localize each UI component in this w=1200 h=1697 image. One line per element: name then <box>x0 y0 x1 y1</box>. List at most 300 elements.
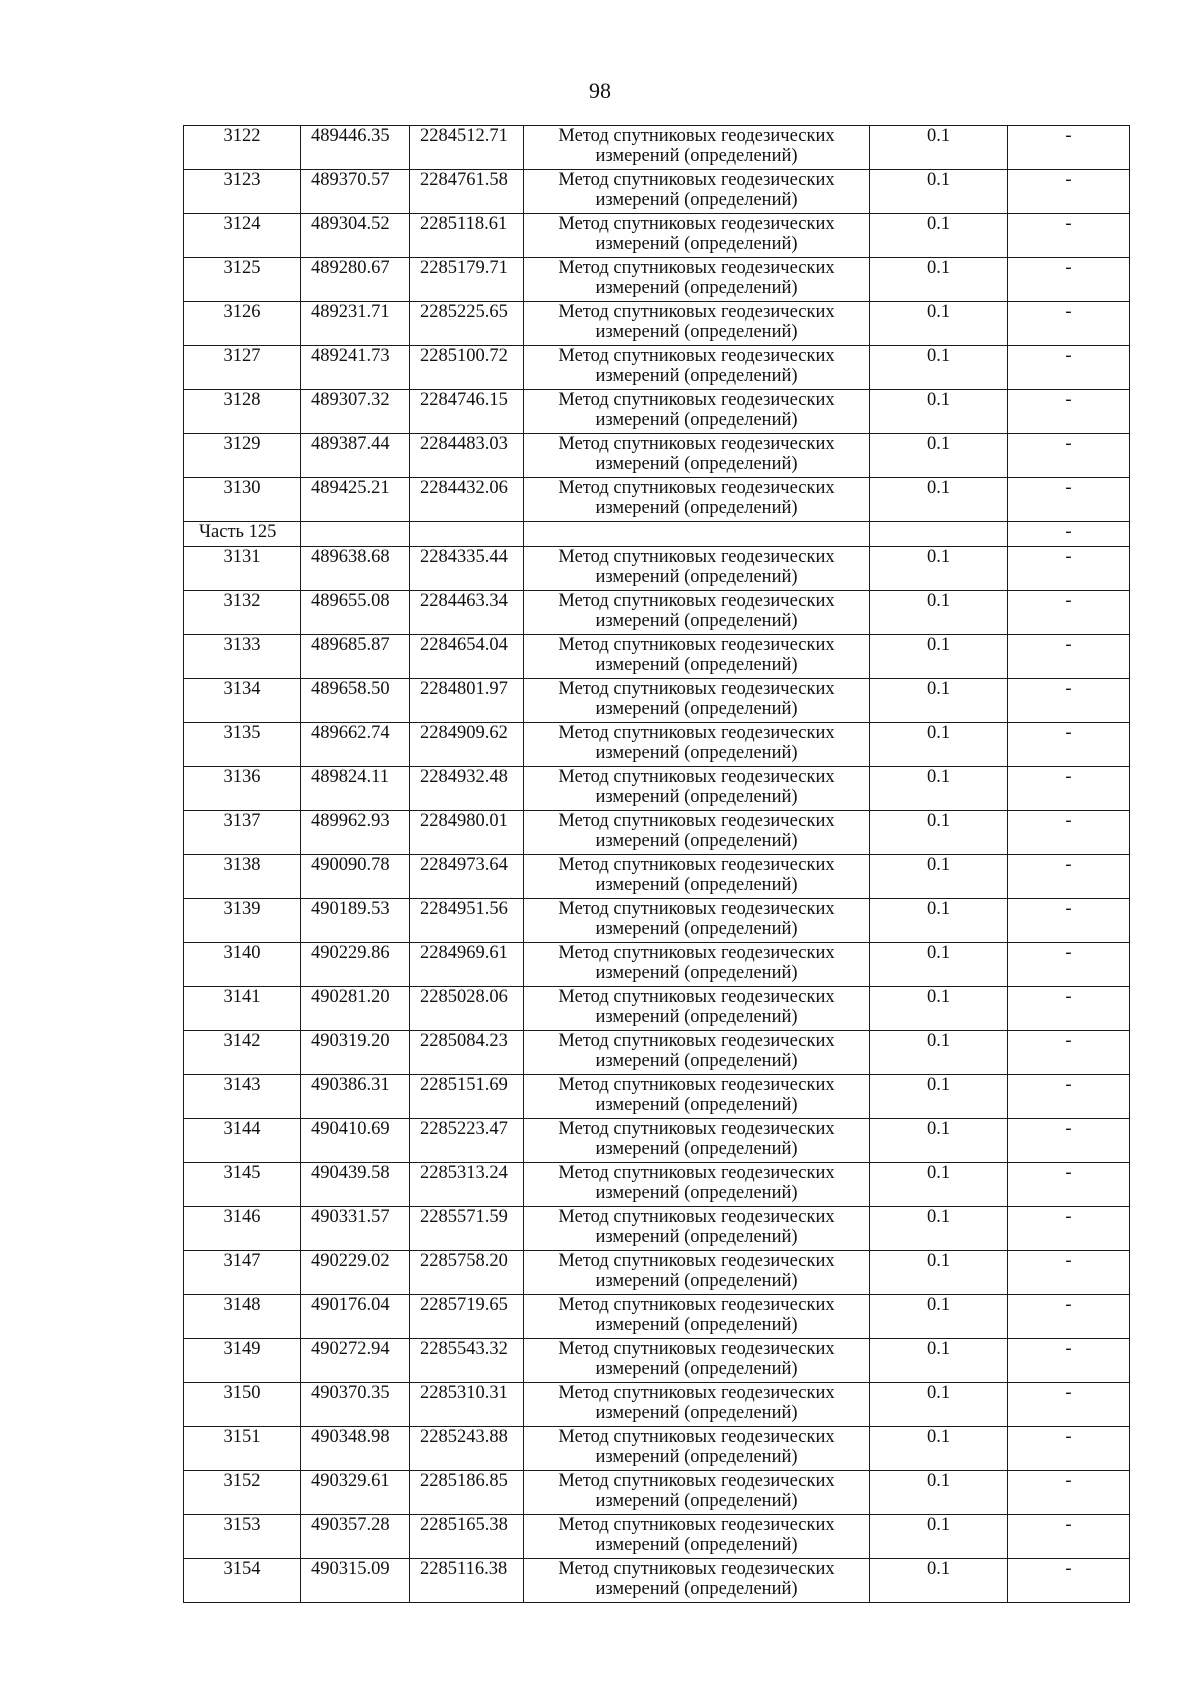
x-coordinate-cell: 490090.78 <box>301 855 410 899</box>
point-number-cell: 3142 <box>184 1031 301 1075</box>
accuracy-cell: 0.1 <box>870 1119 1008 1163</box>
y-coordinate-cell: 2285151.69 <box>410 1075 524 1119</box>
method-line-2: измерений (определений) <box>595 1535 798 1555</box>
point-number-cell: 3133 <box>184 635 301 679</box>
method-line-1: Метод спутниковых геодезических <box>558 1383 835 1403</box>
method-cell <box>524 478 870 522</box>
method-line-1: Метод спутниковых геодезических <box>558 547 835 567</box>
method-line-2: измерений (определений) <box>595 1095 798 1115</box>
method-line-2: измерений (определений) <box>595 234 798 254</box>
table-row <box>184 1251 1130 1295</box>
table-row <box>184 943 1130 987</box>
coordinates-table <box>183 125 1130 1603</box>
method-cell <box>524 1515 870 1559</box>
dash-cell: - <box>1008 1471 1130 1515</box>
point-number-cell: 3130 <box>184 478 301 522</box>
method-line-1: Метод спутниковых геодезических <box>558 855 835 875</box>
x-coordinate-cell: 490331.57 <box>301 1207 410 1251</box>
method-cell <box>524 346 870 390</box>
y-coordinate-cell: 2285571.59 <box>410 1207 524 1251</box>
table-row <box>184 434 1130 478</box>
method-line-2: измерений (определений) <box>595 611 798 631</box>
method-line-1: Метод спутниковых геодезических <box>558 1559 835 1579</box>
accuracy-cell: 0.1 <box>870 214 1008 258</box>
dash-cell: - <box>1008 591 1130 635</box>
y-coordinate-cell: 2284654.04 <box>410 635 524 679</box>
point-number-cell: 3129 <box>184 434 301 478</box>
y-coordinate-cell: 2285758.20 <box>410 1251 524 1295</box>
method-line-1: Метод спутниковых геодезических <box>558 811 835 831</box>
table-row <box>184 591 1130 635</box>
accuracy-cell: 0.1 <box>870 811 1008 855</box>
x-coordinate-cell: 489307.32 <box>301 390 410 434</box>
point-number-cell: 3149 <box>184 1339 301 1383</box>
method-cell <box>524 591 870 635</box>
accuracy-cell: 0.1 <box>870 987 1008 1031</box>
point-number-cell: 3151 <box>184 1427 301 1471</box>
dash-cell: - <box>1008 390 1130 434</box>
method-line-1: Метод спутниковых геодезических <box>558 767 835 787</box>
dash-cell: - <box>1008 855 1130 899</box>
table-row <box>184 1207 1130 1251</box>
x-coordinate-cell: 489446.35 <box>301 126 410 170</box>
table-row <box>184 767 1130 811</box>
method-line-1: Метод спутниковых геодезических <box>558 987 835 1007</box>
method-cell <box>524 126 870 170</box>
point-number-cell: 3146 <box>184 1207 301 1251</box>
dash-cell: - <box>1008 547 1130 591</box>
empty-cell <box>524 522 870 547</box>
method-cell <box>524 1031 870 1075</box>
method-line-2: измерений (определений) <box>595 498 798 518</box>
method-cell <box>524 855 870 899</box>
y-coordinate-cell: 2285225.65 <box>410 302 524 346</box>
dash-cell: - <box>1008 635 1130 679</box>
dash-cell: - <box>1008 170 1130 214</box>
table-row <box>184 1383 1130 1427</box>
method-line-1: Метод спутниковых геодезических <box>558 1339 835 1359</box>
dash-cell: - <box>1008 302 1130 346</box>
accuracy-cell: 0.1 <box>870 126 1008 170</box>
empty-cell <box>301 522 410 547</box>
table-row <box>184 390 1130 434</box>
accuracy-cell: 0.1 <box>870 346 1008 390</box>
x-coordinate-cell: 490189.53 <box>301 899 410 943</box>
y-coordinate-cell: 2285313.24 <box>410 1163 524 1207</box>
dash-cell: - <box>1008 1383 1130 1427</box>
method-line-2: измерений (определений) <box>595 875 798 895</box>
y-coordinate-cell: 2285118.61 <box>410 214 524 258</box>
method-cell <box>524 767 870 811</box>
x-coordinate-cell: 489387.44 <box>301 434 410 478</box>
accuracy-cell: 0.1 <box>870 1163 1008 1207</box>
point-number-cell: 3122 <box>184 126 301 170</box>
method-cell <box>524 943 870 987</box>
table-row <box>184 679 1130 723</box>
accuracy-cell: 0.1 <box>870 1339 1008 1383</box>
accuracy-cell: 0.1 <box>870 1559 1008 1603</box>
method-line-2: измерений (определений) <box>595 1491 798 1511</box>
accuracy-cell: 0.1 <box>870 1295 1008 1339</box>
method-line-2: измерений (определений) <box>595 831 798 851</box>
point-number-cell: 3150 <box>184 1383 301 1427</box>
x-coordinate-cell: 489658.50 <box>301 679 410 723</box>
dash-cell: - <box>1008 434 1130 478</box>
table-row <box>184 855 1130 899</box>
accuracy-cell: 0.1 <box>870 390 1008 434</box>
method-line-1: Метод спутниковых геодезических <box>558 723 835 743</box>
x-coordinate-cell: 490348.98 <box>301 1427 410 1471</box>
method-line-2: измерений (определений) <box>595 567 798 587</box>
method-line-1: Метод спутниковых геодезических <box>558 635 835 655</box>
method-cell <box>524 723 870 767</box>
x-coordinate-cell: 490272.94 <box>301 1339 410 1383</box>
y-coordinate-cell: 2284432.06 <box>410 478 524 522</box>
x-coordinate-cell: 489824.11 <box>301 767 410 811</box>
y-coordinate-cell: 2285310.31 <box>410 1383 524 1427</box>
accuracy-cell: 0.1 <box>870 855 1008 899</box>
accuracy-cell: 0.1 <box>870 943 1008 987</box>
method-line-1: Метод спутниковых геодезических <box>558 170 835 190</box>
method-line-1: Метод спутниковых геодезических <box>558 1207 835 1227</box>
y-coordinate-cell: 2284969.61 <box>410 943 524 987</box>
table-row <box>184 214 1130 258</box>
table-row <box>184 1031 1130 1075</box>
x-coordinate-cell: 490370.35 <box>301 1383 410 1427</box>
dash-cell: - <box>1008 1119 1130 1163</box>
table-row <box>184 635 1130 679</box>
table-row <box>184 987 1130 1031</box>
x-coordinate-cell: 489425.21 <box>301 478 410 522</box>
y-coordinate-cell: 2285165.38 <box>410 1515 524 1559</box>
page-number: 98 <box>589 78 611 103</box>
table-row <box>184 258 1130 302</box>
empty-cell <box>870 522 1008 547</box>
x-coordinate-cell: 490357.28 <box>301 1515 410 1559</box>
y-coordinate-cell: 2285028.06 <box>410 987 524 1031</box>
method-line-2: измерений (определений) <box>595 1359 798 1379</box>
method-line-2: измерений (определений) <box>595 699 798 719</box>
method-line-1: Метод спутниковых геодезических <box>558 1471 835 1491</box>
y-coordinate-cell: 2284746.15 <box>410 390 524 434</box>
dash-cell: - <box>1008 767 1130 811</box>
method-line-2: измерений (определений) <box>595 1051 798 1071</box>
table-row <box>184 346 1130 390</box>
accuracy-cell: 0.1 <box>870 1207 1008 1251</box>
method-cell <box>524 258 870 302</box>
dash-cell: - <box>1008 346 1130 390</box>
dash-cell: - <box>1008 1339 1130 1383</box>
table-row <box>184 1075 1130 1119</box>
point-number-cell: 3127 <box>184 346 301 390</box>
method-cell <box>524 1295 870 1339</box>
dash-cell: - <box>1008 1031 1130 1075</box>
point-number-cell: 3135 <box>184 723 301 767</box>
table-row <box>184 170 1130 214</box>
y-coordinate-cell: 2284973.64 <box>410 855 524 899</box>
dash-cell: - <box>1008 943 1130 987</box>
method-cell <box>524 1383 870 1427</box>
y-coordinate-cell: 2285543.32 <box>410 1339 524 1383</box>
table-row <box>184 1163 1130 1207</box>
dash-cell: - <box>1008 1427 1130 1471</box>
method-line-1: Метод спутниковых геодезических <box>558 1119 835 1139</box>
method-line-1: Метод спутниковых геодезических <box>558 1031 835 1051</box>
dash-cell: - <box>1008 811 1130 855</box>
dash-cell: - <box>1008 214 1130 258</box>
method-cell <box>524 547 870 591</box>
accuracy-cell: 0.1 <box>870 478 1008 522</box>
point-number-cell: 3152 <box>184 1471 301 1515</box>
x-coordinate-cell: 490410.69 <box>301 1119 410 1163</box>
method-line-2: измерений (определений) <box>595 410 798 430</box>
dash-cell: - <box>1008 723 1130 767</box>
method-cell <box>524 899 870 943</box>
method-line-2: измерений (определений) <box>595 190 798 210</box>
dash-cell: - <box>1008 1207 1130 1251</box>
point-number-cell: 3125 <box>184 258 301 302</box>
method-line-1: Метод спутниковых геодезических <box>558 258 835 278</box>
point-number-cell: 3128 <box>184 390 301 434</box>
method-line-1: Метод спутниковых геодезических <box>558 434 835 454</box>
x-coordinate-cell: 490281.20 <box>301 987 410 1031</box>
method-line-2: измерений (определений) <box>595 1579 798 1599</box>
method-line-2: измерений (определений) <box>595 743 798 763</box>
y-coordinate-cell: 2284932.48 <box>410 767 524 811</box>
method-line-2: измерений (определений) <box>595 322 798 342</box>
dash-cell: - <box>1008 1163 1130 1207</box>
method-cell <box>524 214 870 258</box>
method-line-2: измерений (определений) <box>595 146 798 166</box>
point-number-cell: 3139 <box>184 899 301 943</box>
method-line-2: измерений (определений) <box>595 655 798 675</box>
method-line-2: измерений (определений) <box>595 1183 798 1203</box>
table-row <box>184 811 1130 855</box>
method-cell <box>524 811 870 855</box>
y-coordinate-cell: 2284512.71 <box>410 126 524 170</box>
y-coordinate-cell: 2284801.97 <box>410 679 524 723</box>
point-number-cell: 3147 <box>184 1251 301 1295</box>
dash-cell: - <box>1008 679 1130 723</box>
point-number-cell: 3138 <box>184 855 301 899</box>
x-coordinate-cell: 490176.04 <box>301 1295 410 1339</box>
dash-cell: - <box>1008 478 1130 522</box>
method-cell <box>524 1471 870 1515</box>
table-row <box>184 547 1130 591</box>
x-coordinate-cell: 490229.86 <box>301 943 410 987</box>
method-cell <box>524 635 870 679</box>
method-line-2: измерений (определений) <box>595 366 798 386</box>
point-number-cell: 3140 <box>184 943 301 987</box>
method-line-2: измерений (определений) <box>595 278 798 298</box>
x-coordinate-cell: 490329.61 <box>301 1471 410 1515</box>
method-line-1: Метод спутниковых геодезических <box>558 591 835 611</box>
dash-cell: - <box>1008 1075 1130 1119</box>
point-number-cell: 3137 <box>184 811 301 855</box>
point-number-cell: 3126 <box>184 302 301 346</box>
y-coordinate-cell: 2284951.56 <box>410 899 524 943</box>
method-line-2: измерений (определений) <box>595 963 798 983</box>
table-row <box>184 1471 1130 1515</box>
accuracy-cell: 0.1 <box>870 302 1008 346</box>
y-coordinate-cell: 2285116.38 <box>410 1559 524 1603</box>
dash-cell: - <box>1008 1559 1130 1603</box>
y-coordinate-cell: 2284463.34 <box>410 591 524 635</box>
coordinates-table-body <box>184 126 1130 1603</box>
method-line-2: измерений (определений) <box>595 454 798 474</box>
point-number-cell: 3143 <box>184 1075 301 1119</box>
accuracy-cell: 0.1 <box>870 434 1008 478</box>
x-coordinate-cell: 489638.68 <box>301 547 410 591</box>
method-line-1: Метод спутниковых геодезических <box>558 390 835 410</box>
method-line-1: Метод спутниковых геодезических <box>558 478 835 498</box>
accuracy-cell: 0.1 <box>870 1031 1008 1075</box>
method-line-2: измерений (определений) <box>595 1271 798 1291</box>
y-coordinate-cell: 2284761.58 <box>410 170 524 214</box>
method-cell <box>524 987 870 1031</box>
method-line-1: Метод спутниковых геодезических <box>558 1075 835 1095</box>
method-line-1: Метод спутниковых геодезических <box>558 679 835 699</box>
y-coordinate-cell: 2285084.23 <box>410 1031 524 1075</box>
x-coordinate-cell: 490229.02 <box>301 1251 410 1295</box>
method-line-1: Метод спутниковых геодезических <box>558 214 835 234</box>
empty-cell <box>410 522 524 547</box>
method-line-2: измерений (определений) <box>595 1315 798 1335</box>
y-coordinate-cell: 2284980.01 <box>410 811 524 855</box>
accuracy-cell: 0.1 <box>870 767 1008 811</box>
method-line-1: Метод спутниковых геодезических <box>558 302 835 322</box>
y-coordinate-cell: 2285100.72 <box>410 346 524 390</box>
method-cell <box>524 1339 870 1383</box>
accuracy-cell: 0.1 <box>870 1427 1008 1471</box>
x-coordinate-cell: 489304.52 <box>301 214 410 258</box>
y-coordinate-cell: 2285719.65 <box>410 1295 524 1339</box>
accuracy-cell: 0.1 <box>870 679 1008 723</box>
y-coordinate-cell: 2284335.44 <box>410 547 524 591</box>
x-coordinate-cell: 489962.93 <box>301 811 410 855</box>
accuracy-cell: 0.1 <box>870 1075 1008 1119</box>
method-cell <box>524 1427 870 1471</box>
dash-cell: - <box>1008 1515 1130 1559</box>
dash-cell: - <box>1008 987 1130 1031</box>
point-number-cell: 3131 <box>184 547 301 591</box>
x-coordinate-cell: 490319.20 <box>301 1031 410 1075</box>
y-coordinate-cell: 2285186.85 <box>410 1471 524 1515</box>
method-line-2: измерений (определений) <box>595 1227 798 1247</box>
method-line-1: Метод спутниковых геодезических <box>558 1163 835 1183</box>
point-number-cell: 3123 <box>184 170 301 214</box>
part-label: Часть 125 <box>184 522 301 547</box>
y-coordinate-cell: 2285223.47 <box>410 1119 524 1163</box>
accuracy-cell: 0.1 <box>870 170 1008 214</box>
method-line-1: Метод спутниковых геодезических <box>558 346 835 366</box>
accuracy-cell: 0.1 <box>870 635 1008 679</box>
point-number-cell: 3144 <box>184 1119 301 1163</box>
dash-cell: - <box>1008 1295 1130 1339</box>
point-number-cell: 3134 <box>184 679 301 723</box>
method-line-1: Метод спутниковых геодезических <box>558 899 835 919</box>
method-line-2: измерений (определений) <box>595 787 798 807</box>
x-coordinate-cell: 489231.71 <box>301 302 410 346</box>
part-header-row <box>184 522 1130 547</box>
method-cell <box>524 1207 870 1251</box>
x-coordinate-cell: 489370.57 <box>301 170 410 214</box>
x-coordinate-cell: 490386.31 <box>301 1075 410 1119</box>
table-row <box>184 1119 1130 1163</box>
accuracy-cell: 0.1 <box>870 258 1008 302</box>
dash-cell: - <box>1008 1251 1130 1295</box>
method-cell <box>524 1251 870 1295</box>
method-cell <box>524 679 870 723</box>
table-row <box>184 1559 1130 1603</box>
method-line-2: измерений (определений) <box>595 1447 798 1467</box>
table-row <box>184 302 1130 346</box>
table-row <box>184 723 1130 767</box>
x-coordinate-cell: 490439.58 <box>301 1163 410 1207</box>
method-cell <box>524 1119 870 1163</box>
y-coordinate-cell: 2285243.88 <box>410 1427 524 1471</box>
method-line-1: Метод спутниковых геодезических <box>558 1251 835 1271</box>
method-line-1: Метод спутниковых геодезических <box>558 1427 835 1447</box>
point-number-cell: 3141 <box>184 987 301 1031</box>
y-coordinate-cell: 2284909.62 <box>410 723 524 767</box>
method-line-1: Метод спутниковых геодезических <box>558 1515 835 1535</box>
table-row <box>184 899 1130 943</box>
point-number-cell: 3132 <box>184 591 301 635</box>
table-row <box>184 126 1130 170</box>
method-line-1: Метод спутниковых геодезических <box>558 943 835 963</box>
method-cell <box>524 390 870 434</box>
x-coordinate-cell: 489655.08 <box>301 591 410 635</box>
table-row <box>184 1339 1130 1383</box>
x-coordinate-cell: 489280.67 <box>301 258 410 302</box>
table-row <box>184 1515 1130 1559</box>
method-cell <box>524 302 870 346</box>
point-number-cell: 3124 <box>184 214 301 258</box>
accuracy-cell: 0.1 <box>870 1251 1008 1295</box>
x-coordinate-cell: 489662.74 <box>301 723 410 767</box>
accuracy-cell: 0.1 <box>870 1471 1008 1515</box>
method-line-1: Метод спутниковых геодезических <box>558 1295 835 1315</box>
point-number-cell: 3154 <box>184 1559 301 1603</box>
x-coordinate-cell: 489685.87 <box>301 635 410 679</box>
method-cell <box>524 1075 870 1119</box>
method-line-2: измерений (определений) <box>595 1007 798 1027</box>
method-line-2: измерений (определений) <box>595 1139 798 1159</box>
accuracy-cell: 0.1 <box>870 899 1008 943</box>
point-number-cell: 3136 <box>184 767 301 811</box>
method-line-1: Метод спутниковых геодезических <box>558 126 835 146</box>
accuracy-cell: 0.1 <box>870 1383 1008 1427</box>
point-number-cell: 3153 <box>184 1515 301 1559</box>
table-row <box>184 478 1130 522</box>
method-cell <box>524 1559 870 1603</box>
method-cell <box>524 434 870 478</box>
point-number-cell: 3148 <box>184 1295 301 1339</box>
y-coordinate-cell: 2285179.71 <box>410 258 524 302</box>
method-line-2: измерений (определений) <box>595 919 798 939</box>
accuracy-cell: 0.1 <box>870 591 1008 635</box>
dash-cell: - <box>1008 899 1130 943</box>
dash-cell: - <box>1008 258 1130 302</box>
method-cell <box>524 1163 870 1207</box>
accuracy-cell: 0.1 <box>870 547 1008 591</box>
dash-cell: - <box>1008 126 1130 170</box>
dash-cell: - <box>1008 522 1130 547</box>
table-row <box>184 1295 1130 1339</box>
method-line-2: измерений (определений) <box>595 1403 798 1423</box>
accuracy-cell: 0.1 <box>870 723 1008 767</box>
